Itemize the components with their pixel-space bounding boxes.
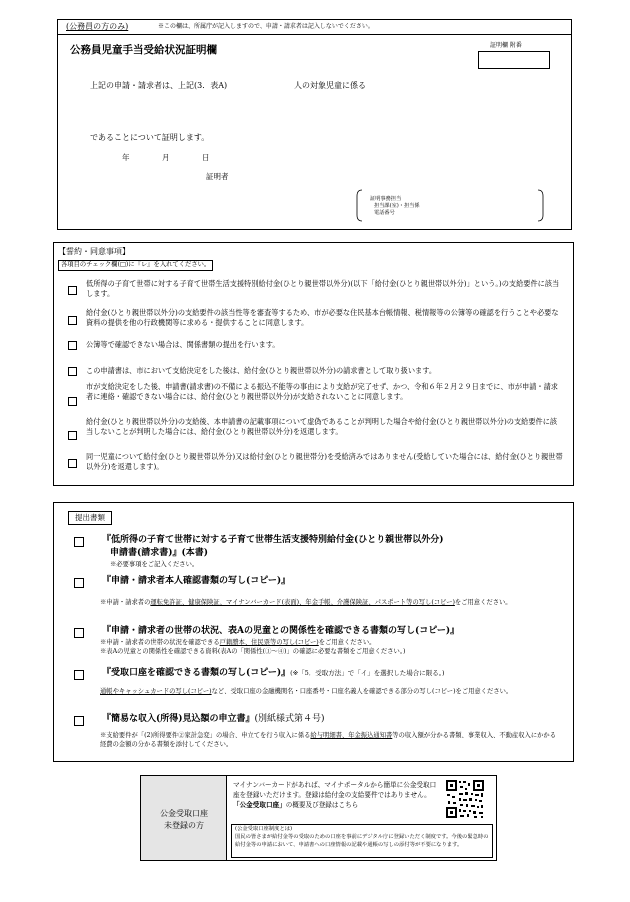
doc-2-title: 『申請・請求者本人確認書類の写し(コピー)』: [102, 576, 291, 586]
account-info-box: [231, 824, 493, 858]
doc-5-note: ※支給要件が「(2)所得要件②家計急変」の場合、申立てを行う収入に係る給与明細書、年金振込通知書等の収入額が分かる書類、事業収入、不動産収入にかかる経費の金額の分かる書類を添付してください。: [100, 732, 556, 748]
doc-checkbox-3[interactable]: [74, 628, 84, 638]
doc-4-note: 通帳やキャッシュカードの写し(コピー)など、受取口座の金融機関名・口座番号・口座名義人を確認できる部分の写し(コピー)をご用意ください。: [100, 688, 513, 695]
civil-servant-tag: (公務員の方のみ): [66, 22, 129, 31]
public-account-box: [140, 775, 497, 861]
qr-code-icon[interactable]: [445, 779, 485, 819]
doc-4-title: 『受取口座を確認できる書類の写し(コピー)』(※「5．受取方法」で「イ」を選択した場合に限る。): [102, 668, 445, 678]
account-bold-term: 「公金受取口座」: [233, 801, 286, 810]
day-label: 日: [202, 153, 210, 162]
cert-number-field[interactable]: [478, 51, 550, 69]
doc-checkbox-1[interactable]: [74, 537, 84, 547]
account-label-line-2: 未登録の方: [164, 821, 204, 830]
office-line-3: 電話番号: [374, 210, 395, 216]
doc-1-title-a: 『低所得の子育て世帯に対する子育て世帯生活支援特別給付金(ひとり親世帯以外分): [102, 535, 444, 545]
doc-2-note: ※申請・請求者の運転免許証、健康保険証、マイナンバーカード(表面)、年金手帳、介護保険証、パスポート等の写し(コピー)をご用意ください。: [100, 599, 512, 606]
account-info-heading: (公金受取口座制度とは): [235, 826, 293, 832]
doc-5-title: 『簡易な収入(所得)見込額の申立書』(別紙様式第４号): [102, 714, 325, 724]
pledge-item-6: 給付金(ひとり親世帯以外分)の支給後、本申請書の記載事項について虚偽であることが判明した場合や給付金(ひとり親世帯以外分)の支給要件に該当しないことが判明した場合には、給付金(ひとり親世帯以外分)を返還します。: [86, 417, 558, 437]
account-info-text: 国民の皆さまが給付金等の受取のための口座を事前にデジタル庁に登録いただく制度です。今後の緊急時の給付金等の申請において、申請書への口座情報の記載や通帳の写しの添付等が不要になります。: [235, 833, 489, 848]
documents-section: [53, 502, 574, 762]
account-label-line-1: 公金受取口座: [160, 809, 208, 818]
cert-statement-b: 人の対象児童に係る: [294, 81, 366, 90]
pledge-checkbox-2[interactable]: [68, 316, 77, 325]
pledge-checkbox-4[interactable]: [68, 367, 77, 376]
office-line-2: 担当課(室)・担当係: [374, 203, 420, 209]
documents-heading: 提出書類: [68, 511, 112, 525]
pledge-instruction: 各項目のチェック欄(□)に『レ』を入れてください。: [58, 260, 213, 271]
month-label: 月: [162, 153, 170, 162]
cert-number-label: 証明欄 附番: [490, 42, 522, 49]
pledge-item-2: 給付金(ひとり親世帯以外分)の支給要件の該当性等を審査等するため、市が必要な住民基本台帳情報、税情報等の公簿等の確認を行うことや必要な資料の提供を他の行政機関等に求める・提供することに同意します。: [86, 308, 559, 328]
certification-header: [58, 20, 571, 35]
doc-4-suffix: (※「5．受取方法」で「イ」を選択した場合に限る。): [290, 669, 445, 677]
pledge-checkbox-7[interactable]: [68, 459, 77, 468]
cert-statement-a: 上記の申請・請求者は、上記(3．表A): [90, 81, 228, 90]
certification-section: [57, 19, 572, 230]
pledge-item-3: 公簿等で確認できない場合は、関係書類の提出を行います。: [86, 340, 280, 349]
account-label-cell: [141, 776, 227, 860]
doc-1-title-b: 申請書(請求書)』(本書): [110, 548, 209, 558]
page-title: 公務員児童手当受給状況証明欄: [70, 44, 217, 56]
doc-1-note: ※必要事項をご記入ください。: [110, 561, 199, 568]
header-note: ※この欄は、所属庁が記入しますので、申請・請求者は記入しないでください。: [158, 23, 374, 30]
pledge-checkbox-6[interactable]: [68, 431, 77, 440]
child-count-field[interactable]: [246, 80, 286, 91]
doc-3-note: ※申請・請求者の世帯の状況を確認できる戸籍謄本、住民票等の写し(コピー)をご用意ください。: [100, 639, 376, 646]
certifier-label: 証明者: [206, 172, 229, 181]
account-description: マイナンバーカードがあれば、マイナポータルから簡単に公金受取口座を登録いただけます。登録は給付金の支給要件ではありません。「公金受取口座」の概要及び登録はこちら: [233, 781, 437, 810]
doc-checkbox-5[interactable]: [74, 716, 84, 726]
pledge-checkbox-1[interactable]: [68, 286, 77, 295]
doc-3-note-underlined: 戸籍謄本、住民票等の写し(コピー): [219, 639, 319, 646]
doc-3-title: 『申請・請求者の世帯の状況、表Aの児童との関係性を確認できる書類の写し(コピー)』: [102, 626, 460, 636]
doc-checkbox-4[interactable]: [74, 670, 84, 680]
pledge-checkbox-5[interactable]: [68, 397, 77, 406]
pledge-heading: 【誓約・同意事項】: [58, 247, 130, 256]
pledge-item-7: 同一児童について給付金(ひとり親世帯以外分)又は給付金(ひとり親世帯分)を受給済みではありません(受給していた場合には、給付金(ひとり親世帯以外分)を返還します)。: [86, 452, 563, 472]
office-contact-box: [356, 188, 544, 223]
cert-statement-end: であることについて証明します。: [90, 133, 210, 142]
doc-checkbox-2[interactable]: [74, 578, 84, 588]
doc-5-suffix: (別紙様式第４号): [254, 714, 325, 724]
pledge-item-5: 市が支給決定をした後、申請書(請求書)の不備による振込不能等の事由により支給が完了せず、かつ、令和６年２月２９日までに、市が申請・請求者に連絡・確認できない場合には、給付金(ひとり親世帯以外分)が支給されないことに同意します。: [86, 382, 558, 402]
doc-4-note-underlined: 通帳やキャッシュカードの写し(コピー): [100, 688, 212, 695]
pledge-checkbox-3[interactable]: [68, 341, 77, 350]
pledge-item-1: 低所得の子育て世帯に対する子育て世帯生活支援特別給付金(ひとり親世帯以外分)(以下「給付金(ひとり親世帯以外分)」という。)の支給要件に該当します。: [86, 279, 560, 299]
year-label: 年: [122, 153, 130, 162]
doc-5-note-underlined: 給与明細書、年金振込通知書: [310, 732, 393, 739]
pledge-item-4: この申請書は、市において支給決定をした後は、給付金(ひとり親世帯以外分)の請求書として取り扱います。: [86, 366, 437, 375]
office-line-1: 証明事務担当: [370, 196, 402, 202]
pledge-section: [53, 242, 574, 486]
doc-2-note-underlined: 運転免許証、健康保険証、マイナンバーカード(表面)、年金手帳、介護保険証、パスポート等の写し(コピー): [150, 599, 455, 606]
doc-3-note-2: ※表Aの児童との関係性を確認できる資料(表Aの「関係性(①～④)」の確認に必要な書類をご用意ください。): [100, 648, 406, 655]
